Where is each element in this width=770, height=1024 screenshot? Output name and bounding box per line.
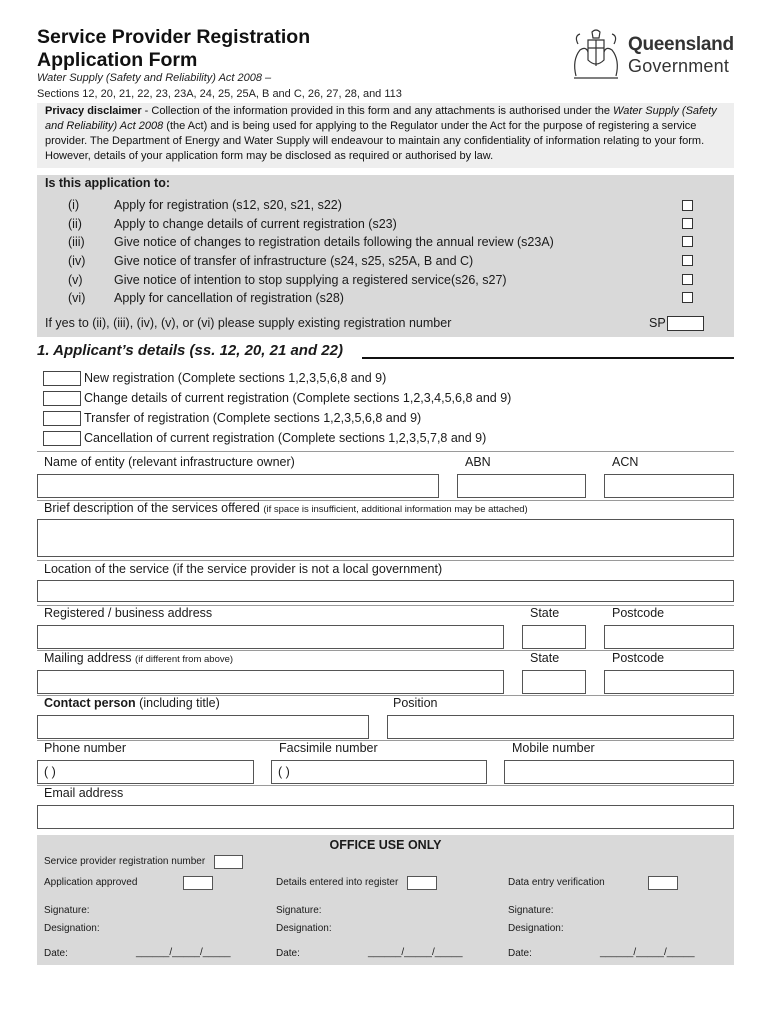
privacy-text-1: - Collection of the information provided in this form and any attachments is authorised under the [141, 105, 614, 117]
entered-input[interactable] [407, 876, 437, 890]
section1-heading: 1. Applicant’s details (ss. 12, 20, 21 and 22) [37, 342, 343, 359]
signature-label: Signature: [44, 905, 90, 916]
option-number: (i) [68, 198, 80, 212]
state-label: State [530, 606, 560, 620]
option-text: Apply for registration (s12, s20, s21, s22) [114, 198, 342, 212]
option-text: Give notice of intention to stop supplying a registered service(s26, s27) [114, 273, 507, 287]
date-label: Date: [44, 948, 68, 959]
option-checkbox[interactable] [682, 200, 693, 211]
signature-label: Signature: [508, 905, 554, 916]
entity-name-input[interactable] [37, 474, 439, 498]
option-text: Apply for cancellation of registration (s28) [114, 291, 344, 305]
option-checkbox[interactable] [682, 274, 693, 285]
application-type-section [37, 175, 734, 337]
cancellation-label: Cancellation of current registration (Complete sections 1,2,3,5,7,8 and 9) [84, 431, 487, 445]
sp-prefix: SP [649, 316, 666, 330]
mailing-address-input[interactable] [37, 670, 504, 694]
new-registration-label: New registration (Complete sections 1,2,3,5,6,8 and 9) [84, 371, 387, 385]
existing-registration-note: If yes to (ii), (iii), (iv), (v), or (vi) please supply existing registration number [45, 316, 452, 330]
approved-label: Application approved [44, 877, 138, 888]
date-label: Date: [508, 948, 532, 959]
mobile-label: Mobile number [512, 741, 595, 755]
services-label: Brief description of the services offered [44, 501, 260, 515]
entity-name-label: Name of entity (relevant infrastructure owner) [44, 455, 295, 469]
date-blank[interactable]: ______/_____/_____ [600, 947, 695, 958]
fax-label: Facsimile number [279, 741, 378, 755]
divider [37, 740, 734, 741]
section1-heading-underline [362, 357, 734, 359]
option-text: Give notice of changes to registration details following the annual review (s23A) [114, 235, 554, 249]
option-number: (v) [68, 273, 83, 287]
services-description-input[interactable] [37, 519, 734, 557]
abn-label: ABN [465, 455, 491, 469]
contact-person-label: Contact person [44, 696, 136, 710]
sp-registration-number-input[interactable] [667, 316, 704, 331]
services-note: (if space is insufficient, additional information may be attached) [263, 504, 528, 515]
contact-note: (including title) [139, 696, 220, 710]
reg-number-input[interactable] [214, 855, 243, 869]
privacy-disclaimer [37, 103, 734, 168]
mailing-label-wrapper [44, 651, 233, 665]
fax-area-code: ( ) [278, 765, 290, 779]
contact-label-wrapper [44, 696, 220, 710]
logo-text-government: Government [628, 56, 730, 76]
divider [37, 785, 734, 786]
sections-line: Sections 12, 20, 21, 22, 23, 23A, 24, 25, 25A, B and C, 26, 27, 28, and 113 [37, 88, 402, 100]
designation-label: Designation: [44, 923, 100, 934]
designation-label: Designation: [508, 923, 564, 934]
application-type-heading: Is this application to: [45, 176, 171, 190]
approved-input[interactable] [183, 876, 213, 890]
signature-label: Signature: [276, 905, 322, 916]
option-text: Give notice of transfer of infrastructure (s24, s25, s25A, B and C) [114, 254, 474, 268]
change-details-label: Change details of current registration (Complete sections 1,2,3,4,5,6,8 and 9) [84, 391, 512, 405]
mailing-postcode-input[interactable] [604, 670, 734, 694]
option-number: (iv) [68, 254, 86, 268]
verification-input[interactable] [648, 876, 678, 890]
position-label: Position [393, 696, 438, 710]
mailing-state-input[interactable] [522, 670, 586, 694]
mailing-address-label: Mailing address [44, 651, 132, 665]
postcode-label: Postcode [612, 651, 665, 665]
option-checkbox[interactable] [682, 218, 693, 229]
email-label: Email address [44, 786, 124, 800]
form-title-line2: Application Form [37, 49, 198, 71]
divider [37, 560, 734, 561]
fax-input[interactable] [271, 760, 487, 784]
location-input[interactable] [37, 580, 734, 602]
contact-person-input[interactable] [37, 715, 369, 739]
date-blank[interactable]: ______/_____/_____ [136, 947, 231, 958]
option-number: (iii) [68, 235, 85, 249]
acn-input[interactable] [604, 474, 734, 498]
business-address-input[interactable] [37, 625, 504, 649]
verification-label: Data entry verification [508, 877, 605, 888]
option-text: Apply to change details of current registration (s23) [114, 217, 397, 231]
option-number: (ii) [68, 217, 82, 231]
divider [37, 451, 734, 452]
coat-of-arms-icon [566, 26, 626, 82]
location-label: Location of the service (if the service provider is not a local government) [44, 562, 443, 576]
transfer-registration-label: Transfer of registration (Complete sections 1,2,3,5,6,8 and 9) [84, 411, 422, 425]
option-number: (vi) [68, 291, 86, 305]
business-postcode-input[interactable] [604, 625, 734, 649]
abn-input[interactable] [457, 474, 586, 498]
phone-input[interactable] [37, 760, 254, 784]
reg-number-label: Service provider registration number [44, 856, 206, 867]
form-title-line1: Service Provider Registration [37, 26, 311, 48]
business-address-label: Registered / business address [44, 606, 213, 620]
phone-area-code: ( ) [44, 765, 56, 779]
new-registration-checkbox[interactable] [43, 371, 81, 386]
change-details-checkbox[interactable] [43, 391, 81, 406]
office-use-heading: OFFICE USE ONLY [329, 838, 442, 852]
business-state-input[interactable] [522, 625, 586, 649]
postcode-label: Postcode [612, 606, 665, 620]
logo-text-queensland: Queensland [628, 34, 734, 55]
option-checkbox[interactable] [682, 236, 693, 247]
option-checkbox[interactable] [682, 292, 693, 303]
email-input[interactable] [37, 805, 734, 829]
date-blank[interactable]: ______/_____/_____ [368, 947, 463, 958]
acn-label: ACN [612, 455, 639, 469]
privacy-text-2: (the Act) and is being used for applying to the Regulator under the Act for the purpose of registering a service provider. The Department of Energy and Water Supply will endeavour to maintain any confidentiality of information relating to your form. However, details of your application form may be disclosed as required or authorised by law. [45, 120, 705, 162]
privacy-label: Privacy disclaimer [45, 105, 142, 117]
entered-label: Details entered into register [276, 877, 399, 888]
queensland-government-logo [566, 26, 736, 84]
state-label: State [530, 651, 560, 665]
option-checkbox[interactable] [682, 255, 693, 266]
privacy-act: Water Supply (Safety and Reliability) Act 2008 [45, 105, 717, 132]
mobile-input[interactable] [504, 760, 734, 784]
phone-label: Phone number [44, 741, 127, 755]
designation-label: Designation: [276, 923, 332, 934]
cancellation-checkbox[interactable] [43, 431, 81, 446]
position-input[interactable] [387, 715, 734, 739]
transfer-registration-checkbox[interactable] [43, 411, 81, 426]
mailing-note: (if different from above) [135, 654, 234, 665]
services-label-wrapper [44, 501, 528, 515]
date-label: Date: [276, 948, 300, 959]
office-use-section [37, 835, 734, 965]
act-line: Water Supply (Safety and Reliability) Act 2008 – [37, 72, 272, 84]
